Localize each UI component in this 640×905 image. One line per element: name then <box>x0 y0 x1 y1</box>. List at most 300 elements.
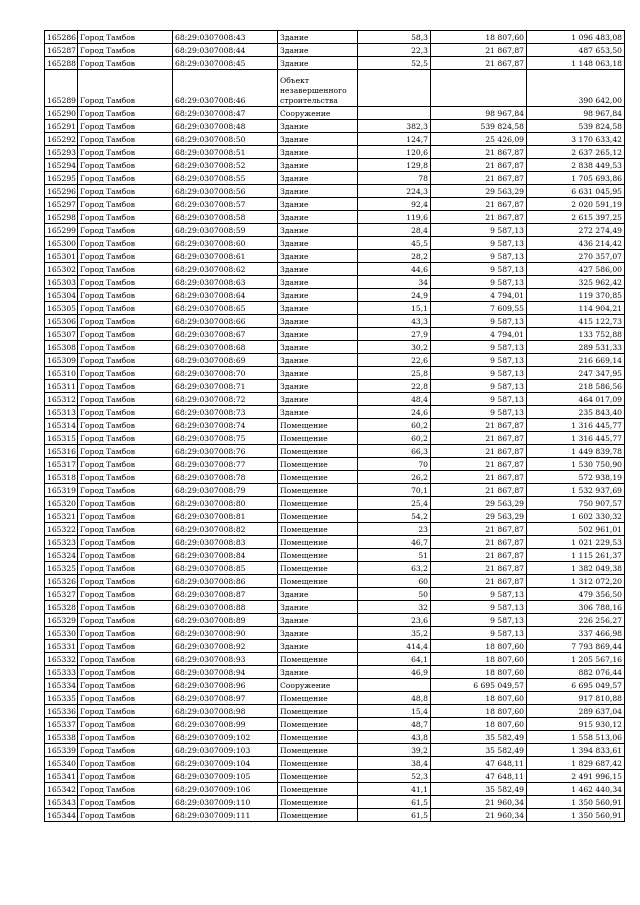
cadastral-number-cell: 68:29:0307009:104 <box>173 757 278 770</box>
row-number-cell: 165319 <box>45 484 78 497</box>
area-cell: 24,6 <box>358 406 431 419</box>
cadastral-number-cell: 68:29:0307008:59 <box>173 224 278 237</box>
cadastral-number-cell: 68:29:0307009:110 <box>173 796 278 809</box>
table-row <box>45 536 625 549</box>
unit-value-cell: 21 867,87 <box>431 445 527 458</box>
locality-cell: Город Тамбов <box>78 120 173 133</box>
table-row <box>45 133 625 146</box>
row-number-cell: 165341 <box>45 770 78 783</box>
cadastral-value-cell: 1 312 072,20 <box>527 575 625 588</box>
table-row <box>45 809 625 822</box>
locality-cell: Город Тамбов <box>78 380 173 393</box>
cadastral-value-cell: 464 017,09 <box>527 393 625 406</box>
cadastral-value-cell: 98 967,84 <box>527 107 625 120</box>
locality-cell: Город Тамбов <box>78 471 173 484</box>
table-row <box>45 575 625 588</box>
cadastral-value-cell: 427 586,00 <box>527 263 625 276</box>
locality-cell: Город Тамбов <box>78 393 173 406</box>
object-type-cell: Здание <box>278 666 358 679</box>
locality-cell: Город Тамбов <box>78 250 173 263</box>
row-number-cell: 165310 <box>45 367 78 380</box>
table-row <box>45 601 625 614</box>
object-type-cell: Помещение <box>278 562 358 575</box>
locality-cell: Город Тамбов <box>78 276 173 289</box>
unit-value-cell: 21 867,87 <box>431 44 527 57</box>
cadastral-number-cell: 68:29:0307008:76 <box>173 445 278 458</box>
cadastral-number-cell: 68:29:0307008:87 <box>173 588 278 601</box>
table-row <box>45 159 625 172</box>
cadastral-value-cell: 572 938,19 <box>527 471 625 484</box>
row-number-cell: 165290 <box>45 107 78 120</box>
object-type-cell: Здание <box>278 146 358 159</box>
cadastral-number-cell: 68:29:0307008:66 <box>173 315 278 328</box>
unit-value-cell: 18 807,60 <box>431 718 527 731</box>
cadastral-number-cell: 68:29:0307008:81 <box>173 510 278 523</box>
locality-cell: Город Тамбов <box>78 640 173 653</box>
area-cell <box>358 107 431 120</box>
area-cell: 30,2 <box>358 341 431 354</box>
object-type-cell: Помещение <box>278 510 358 523</box>
cadastral-value-cell: 1 316 445,77 <box>527 419 625 432</box>
area-cell: 28,2 <box>358 250 431 263</box>
unit-value-cell: 9 587,13 <box>431 614 527 627</box>
cadastral-number-cell: 68:29:0307008:70 <box>173 367 278 380</box>
object-type-cell: Помещение <box>278 419 358 432</box>
table-row <box>45 471 625 484</box>
area-cell: 50 <box>358 588 431 601</box>
object-type-cell: Помещение <box>278 575 358 588</box>
area-cell: 48,8 <box>358 692 431 705</box>
locality-cell: Город Тамбов <box>78 341 173 354</box>
cadastral-number-cell: 68:29:0307009:103 <box>173 744 278 757</box>
cadastral-number-cell: 68:29:0307008:61 <box>173 250 278 263</box>
area-cell: 22,3 <box>358 44 431 57</box>
cadastral-value-cell: 502 961,01 <box>527 523 625 536</box>
unit-value-cell: 18 807,60 <box>431 666 527 679</box>
cadastral-number-cell: 68:29:0307008:64 <box>173 289 278 302</box>
area-cell: 414,4 <box>358 640 431 653</box>
locality-cell: Город Тамбов <box>78 159 173 172</box>
unit-value-cell: 21 867,87 <box>431 458 527 471</box>
area-cell: 48,4 <box>358 393 431 406</box>
locality-cell: Город Тамбов <box>78 211 173 224</box>
locality-cell: Город Тамбов <box>78 367 173 380</box>
row-number-cell: 165340 <box>45 757 78 770</box>
cadastral-number-cell: 68:29:0307008:51 <box>173 146 278 159</box>
cadastral-value-cell: 133 752,88 <box>527 328 625 341</box>
cadastral-number-cell: 68:29:0307008:79 <box>173 484 278 497</box>
locality-cell: Город Тамбов <box>78 809 173 822</box>
object-type-cell: Помещение <box>278 731 358 744</box>
unit-value-cell: 9 587,13 <box>431 354 527 367</box>
row-number-cell: 165343 <box>45 796 78 809</box>
object-type-cell: Здание <box>278 250 358 263</box>
cadastral-value-table <box>44 30 625 822</box>
table-row <box>45 562 625 575</box>
table-row <box>45 731 625 744</box>
area-cell: 60 <box>358 575 431 588</box>
object-type-cell: Здание <box>278 263 358 276</box>
unit-value-cell: 7 609,55 <box>431 302 527 315</box>
cadastral-value-cell: 1 115 261,37 <box>527 549 625 562</box>
row-number-cell: 165325 <box>45 562 78 575</box>
area-cell: 25,4 <box>358 497 431 510</box>
area-cell: 44,6 <box>358 263 431 276</box>
unit-value-cell: 21 867,87 <box>431 159 527 172</box>
unit-value-cell: 539 824,58 <box>431 120 527 133</box>
area-cell <box>358 679 431 692</box>
object-type-cell: Помещение <box>278 692 358 705</box>
cadastral-number-cell: 68:29:0307008:56 <box>173 185 278 198</box>
object-type-cell: Помещение <box>278 471 358 484</box>
unit-value-cell: 9 587,13 <box>431 276 527 289</box>
row-number-cell: 165342 <box>45 783 78 796</box>
object-type-cell: Здание <box>278 627 358 640</box>
row-number-cell: 165304 <box>45 289 78 302</box>
cadastral-value-cell: 119 370,85 <box>527 289 625 302</box>
locality-cell: Город Тамбов <box>78 289 173 302</box>
table-row <box>45 120 625 133</box>
table-row <box>45 588 625 601</box>
cadastral-number-cell: 68:29:0307008:82 <box>173 523 278 536</box>
cadastral-number-cell: 68:29:0307008:60 <box>173 237 278 250</box>
cadastral-number-cell: 68:29:0307008:89 <box>173 614 278 627</box>
cadastral-number-cell: 68:29:0307009:111 <box>173 809 278 822</box>
row-number-cell: 165306 <box>45 315 78 328</box>
area-cell: 61,5 <box>358 796 431 809</box>
unit-value-cell: 35 582,49 <box>431 744 527 757</box>
table-row <box>45 198 625 211</box>
cadastral-number-cell: 68:29:0307008:46 <box>173 70 278 107</box>
object-type-cell: Помещение <box>278 783 358 796</box>
cadastral-value-cell: 289 637,04 <box>527 705 625 718</box>
cadastral-value-cell: 2 615 397,25 <box>527 211 625 224</box>
cadastral-number-cell: 68:29:0307008:80 <box>173 497 278 510</box>
unit-value-cell: 21 867,87 <box>431 146 527 159</box>
area-cell: 224,3 <box>358 185 431 198</box>
row-number-cell: 165327 <box>45 588 78 601</box>
unit-value-cell: 9 587,13 <box>431 588 527 601</box>
row-number-cell: 165329 <box>45 614 78 627</box>
unit-value-cell: 9 587,13 <box>431 393 527 406</box>
cadastral-value-cell: 915 930,12 <box>527 718 625 731</box>
cadastral-value-cell: 218 586,56 <box>527 380 625 393</box>
table-row <box>45 666 625 679</box>
cadastral-number-cell: 68:29:0307008:85 <box>173 562 278 575</box>
locality-cell: Город Тамбов <box>78 224 173 237</box>
locality-cell: Город Тамбов <box>78 198 173 211</box>
object-type-cell: Здание <box>278 328 358 341</box>
row-number-cell: 165293 <box>45 146 78 159</box>
table-row <box>45 406 625 419</box>
locality-cell: Город Тамбов <box>78 614 173 627</box>
locality-cell: Город Тамбов <box>78 536 173 549</box>
locality-cell: Город Тамбов <box>78 653 173 666</box>
row-number-cell: 165308 <box>45 341 78 354</box>
cadastral-value-cell: 1 705 693,86 <box>527 172 625 185</box>
row-number-cell: 165303 <box>45 276 78 289</box>
area-cell: 39,2 <box>358 744 431 757</box>
object-type-cell: Здание <box>278 302 358 315</box>
cadastral-number-cell: 68:29:0307008:50 <box>173 133 278 146</box>
locality-cell: Город Тамбов <box>78 172 173 185</box>
object-type-cell: Объект незавершенного строительства <box>278 70 358 107</box>
cadastral-value-cell: 1 382 049,38 <box>527 562 625 575</box>
cadastral-value-cell: 2 020 591,19 <box>527 198 625 211</box>
table-row <box>45 653 625 666</box>
locality-cell: Город Тамбов <box>78 510 173 523</box>
table-row <box>45 692 625 705</box>
cadastral-number-cell: 68:29:0307008:90 <box>173 627 278 640</box>
unit-value-cell: 9 587,13 <box>431 406 527 419</box>
cadastral-number-cell: 68:29:0307008:98 <box>173 705 278 718</box>
table-row <box>45 44 625 57</box>
object-type-cell: Здание <box>278 133 358 146</box>
table-row <box>45 185 625 198</box>
unit-value-cell: 6 695 049,57 <box>431 679 527 692</box>
area-cell: 60,2 <box>358 432 431 445</box>
area-cell: 23,6 <box>358 614 431 627</box>
table-row <box>45 705 625 718</box>
cadastral-value-cell: 415 122,73 <box>527 315 625 328</box>
table-row <box>45 224 625 237</box>
table-row <box>45 445 625 458</box>
table-row <box>45 328 625 341</box>
area-cell: 92,4 <box>358 198 431 211</box>
object-type-cell: Здание <box>278 640 358 653</box>
object-type-cell: Здание <box>278 588 358 601</box>
table-row <box>45 783 625 796</box>
cadastral-value-cell: 6 631 045,95 <box>527 185 625 198</box>
cadastral-value-cell: 306 788,16 <box>527 601 625 614</box>
object-type-cell: Помещение <box>278 458 358 471</box>
unit-value-cell: 25 426,09 <box>431 133 527 146</box>
object-type-cell: Здание <box>278 315 358 328</box>
object-type-cell: Здание <box>278 198 358 211</box>
area-cell: 46,7 <box>358 536 431 549</box>
cadastral-value-cell: 270 357,07 <box>527 250 625 263</box>
cadastral-number-cell: 68:29:0307008:45 <box>173 57 278 70</box>
cadastral-number-cell: 68:29:0307008:55 <box>173 172 278 185</box>
cadastral-number-cell: 68:29:0307008:43 <box>173 31 278 44</box>
area-cell: 28,4 <box>358 224 431 237</box>
unit-value-cell: 21 867,87 <box>431 419 527 432</box>
cadastral-number-cell: 68:29:0307008:57 <box>173 198 278 211</box>
cadastral-value-cell: 1 394 833,61 <box>527 744 625 757</box>
row-number-cell: 165331 <box>45 640 78 653</box>
cadastral-value-cell: 1 350 560,91 <box>527 809 625 822</box>
object-type-cell: Здание <box>278 185 358 198</box>
area-cell: 52,3 <box>358 770 431 783</box>
table-row <box>45 354 625 367</box>
cadastral-number-cell: 68:29:0307008:63 <box>173 276 278 289</box>
cadastral-value-cell: 1 829 687,42 <box>527 757 625 770</box>
locality-cell: Город Тамбов <box>78 419 173 432</box>
table-row <box>45 549 625 562</box>
table-row <box>45 744 625 757</box>
row-number-cell: 165317 <box>45 458 78 471</box>
unit-value-cell: 35 582,49 <box>431 783 527 796</box>
locality-cell: Город Тамбов <box>78 497 173 510</box>
locality-cell: Город Тамбов <box>78 185 173 198</box>
cadastral-value-cell: 2 637 265,12 <box>527 146 625 159</box>
cadastral-number-cell: 68:29:0307008:74 <box>173 419 278 432</box>
object-type-cell: Здание <box>278 601 358 614</box>
locality-cell: Город Тамбов <box>78 679 173 692</box>
area-cell: 58,3 <box>358 31 431 44</box>
table-row <box>45 679 625 692</box>
object-type-cell: Здание <box>278 406 358 419</box>
cadastral-value-cell: 3 170 633,42 <box>527 133 625 146</box>
object-type-cell: Здание <box>278 354 358 367</box>
cadastral-number-cell: 68:29:0307008:99 <box>173 718 278 731</box>
unit-value-cell: 21 867,87 <box>431 523 527 536</box>
object-type-cell: Помещение <box>278 744 358 757</box>
cadastral-value-cell: 436 214,42 <box>527 237 625 250</box>
area-cell: 43,8 <box>358 731 431 744</box>
object-type-cell: Помещение <box>278 497 358 510</box>
cadastral-value-cell: 1 558 513,06 <box>527 731 625 744</box>
area-cell: 34 <box>358 276 431 289</box>
unit-value-cell: 9 587,13 <box>431 380 527 393</box>
table-row <box>45 757 625 770</box>
table-row <box>45 393 625 406</box>
cadastral-value-cell: 272 274,49 <box>527 224 625 237</box>
row-number-cell: 165318 <box>45 471 78 484</box>
table-row <box>45 640 625 653</box>
cadastral-number-cell: 68:29:0307008:75 <box>173 432 278 445</box>
row-number-cell: 165323 <box>45 536 78 549</box>
table-row <box>45 432 625 445</box>
cadastral-value-cell: 289 531,33 <box>527 341 625 354</box>
unit-value-cell: 9 587,13 <box>431 263 527 276</box>
area-cell: 35,2 <box>358 627 431 640</box>
cadastral-value-cell: 917 810,88 <box>527 692 625 705</box>
area-cell: 43,3 <box>358 315 431 328</box>
cadastral-value-cell: 479 356,50 <box>527 588 625 601</box>
locality-cell: Город Тамбов <box>78 432 173 445</box>
row-number-cell: 165328 <box>45 601 78 614</box>
unit-value-cell: 21 867,87 <box>431 549 527 562</box>
locality-cell: Город Тамбов <box>78 666 173 679</box>
area-cell: 119,6 <box>358 211 431 224</box>
row-number-cell: 165302 <box>45 263 78 276</box>
locality-cell: Город Тамбов <box>78 588 173 601</box>
locality-cell: Город Тамбов <box>78 354 173 367</box>
area-cell: 46,9 <box>358 666 431 679</box>
row-number-cell: 165309 <box>45 354 78 367</box>
row-number-cell: 165316 <box>45 445 78 458</box>
row-number-cell: 165337 <box>45 718 78 731</box>
cadastral-number-cell: 68:29:0307008:92 <box>173 640 278 653</box>
area-cell: 45,5 <box>358 237 431 250</box>
unit-value-cell: 18 807,60 <box>431 653 527 666</box>
area-cell: 48,7 <box>358 718 431 731</box>
row-number-cell: 165291 <box>45 120 78 133</box>
object-type-cell: Сооружение <box>278 107 358 120</box>
unit-value-cell: 35 582,49 <box>431 731 527 744</box>
row-number-cell: 165344 <box>45 809 78 822</box>
locality-cell: Город Тамбов <box>78 237 173 250</box>
unit-value-cell: 21 867,87 <box>431 562 527 575</box>
area-cell: 124,7 <box>358 133 431 146</box>
locality-cell: Город Тамбов <box>78 146 173 159</box>
row-number-cell: 165332 <box>45 653 78 666</box>
object-type-cell: Здание <box>278 159 358 172</box>
cadastral-number-cell: 68:29:0307008:84 <box>173 549 278 562</box>
row-number-cell: 165286 <box>45 31 78 44</box>
row-number-cell: 165301 <box>45 250 78 263</box>
unit-value-cell: 9 587,13 <box>431 601 527 614</box>
row-number-cell: 165287 <box>45 44 78 57</box>
cadastral-value-cell: 750 907,57 <box>527 497 625 510</box>
cadastral-value-cell: 226 256,27 <box>527 614 625 627</box>
object-type-cell: Здание <box>278 276 358 289</box>
locality-cell: Город Тамбов <box>78 315 173 328</box>
cadastral-value-cell: 1 449 839,78 <box>527 445 625 458</box>
object-type-cell: Здание <box>278 341 358 354</box>
locality-cell: Город Тамбов <box>78 263 173 276</box>
locality-cell: Город Тамбов <box>78 601 173 614</box>
unit-value-cell: 21 960,34 <box>431 796 527 809</box>
row-number-cell: 165314 <box>45 419 78 432</box>
locality-cell: Город Тамбов <box>78 783 173 796</box>
table-row <box>45 276 625 289</box>
cadastral-number-cell: 68:29:0307008:47 <box>173 107 278 120</box>
area-cell: 61,5 <box>358 809 431 822</box>
unit-value-cell: 9 587,13 <box>431 224 527 237</box>
area-cell: 382,3 <box>358 120 431 133</box>
area-cell: 23 <box>358 523 431 536</box>
cadastral-number-cell: 68:29:0307008:58 <box>173 211 278 224</box>
object-type-cell: Здание <box>278 31 358 44</box>
cadastral-number-cell: 68:29:0307008:83 <box>173 536 278 549</box>
row-number-cell: 165336 <box>45 705 78 718</box>
cadastral-value-cell: 216 669,14 <box>527 354 625 367</box>
table-body <box>45 31 625 822</box>
unit-value-cell: 21 960,34 <box>431 809 527 822</box>
table-row <box>45 172 625 185</box>
object-type-cell: Здание <box>278 393 358 406</box>
cadastral-value-cell: 247 347,95 <box>527 367 625 380</box>
unit-value-cell: 9 587,13 <box>431 341 527 354</box>
row-number-cell: 165298 <box>45 211 78 224</box>
table-row <box>45 341 625 354</box>
row-number-cell: 165296 <box>45 185 78 198</box>
unit-value-cell: 21 867,87 <box>431 432 527 445</box>
cadastral-value-cell: 114 904,21 <box>527 302 625 315</box>
row-number-cell: 165307 <box>45 328 78 341</box>
cadastral-value-cell: 1 205 567,16 <box>527 653 625 666</box>
locality-cell: Город Тамбов <box>78 549 173 562</box>
document-page <box>44 30 624 822</box>
unit-value-cell: 29 563,29 <box>431 510 527 523</box>
cadastral-value-cell: 1 350 560,91 <box>527 796 625 809</box>
area-cell: 70 <box>358 458 431 471</box>
unit-value-cell: 21 867,87 <box>431 484 527 497</box>
row-number-cell: 165320 <box>45 497 78 510</box>
unit-value-cell <box>431 70 527 107</box>
locality-cell: Город Тамбов <box>78 523 173 536</box>
row-number-cell: 165311 <box>45 380 78 393</box>
cadastral-value-cell: 539 824,58 <box>527 120 625 133</box>
unit-value-cell: 9 587,13 <box>431 627 527 640</box>
locality-cell: Город Тамбов <box>78 44 173 57</box>
area-cell: 22,8 <box>358 380 431 393</box>
cadastral-number-cell: 68:29:0307008:69 <box>173 354 278 367</box>
area-cell: 120,6 <box>358 146 431 159</box>
unit-value-cell: 21 867,87 <box>431 536 527 549</box>
